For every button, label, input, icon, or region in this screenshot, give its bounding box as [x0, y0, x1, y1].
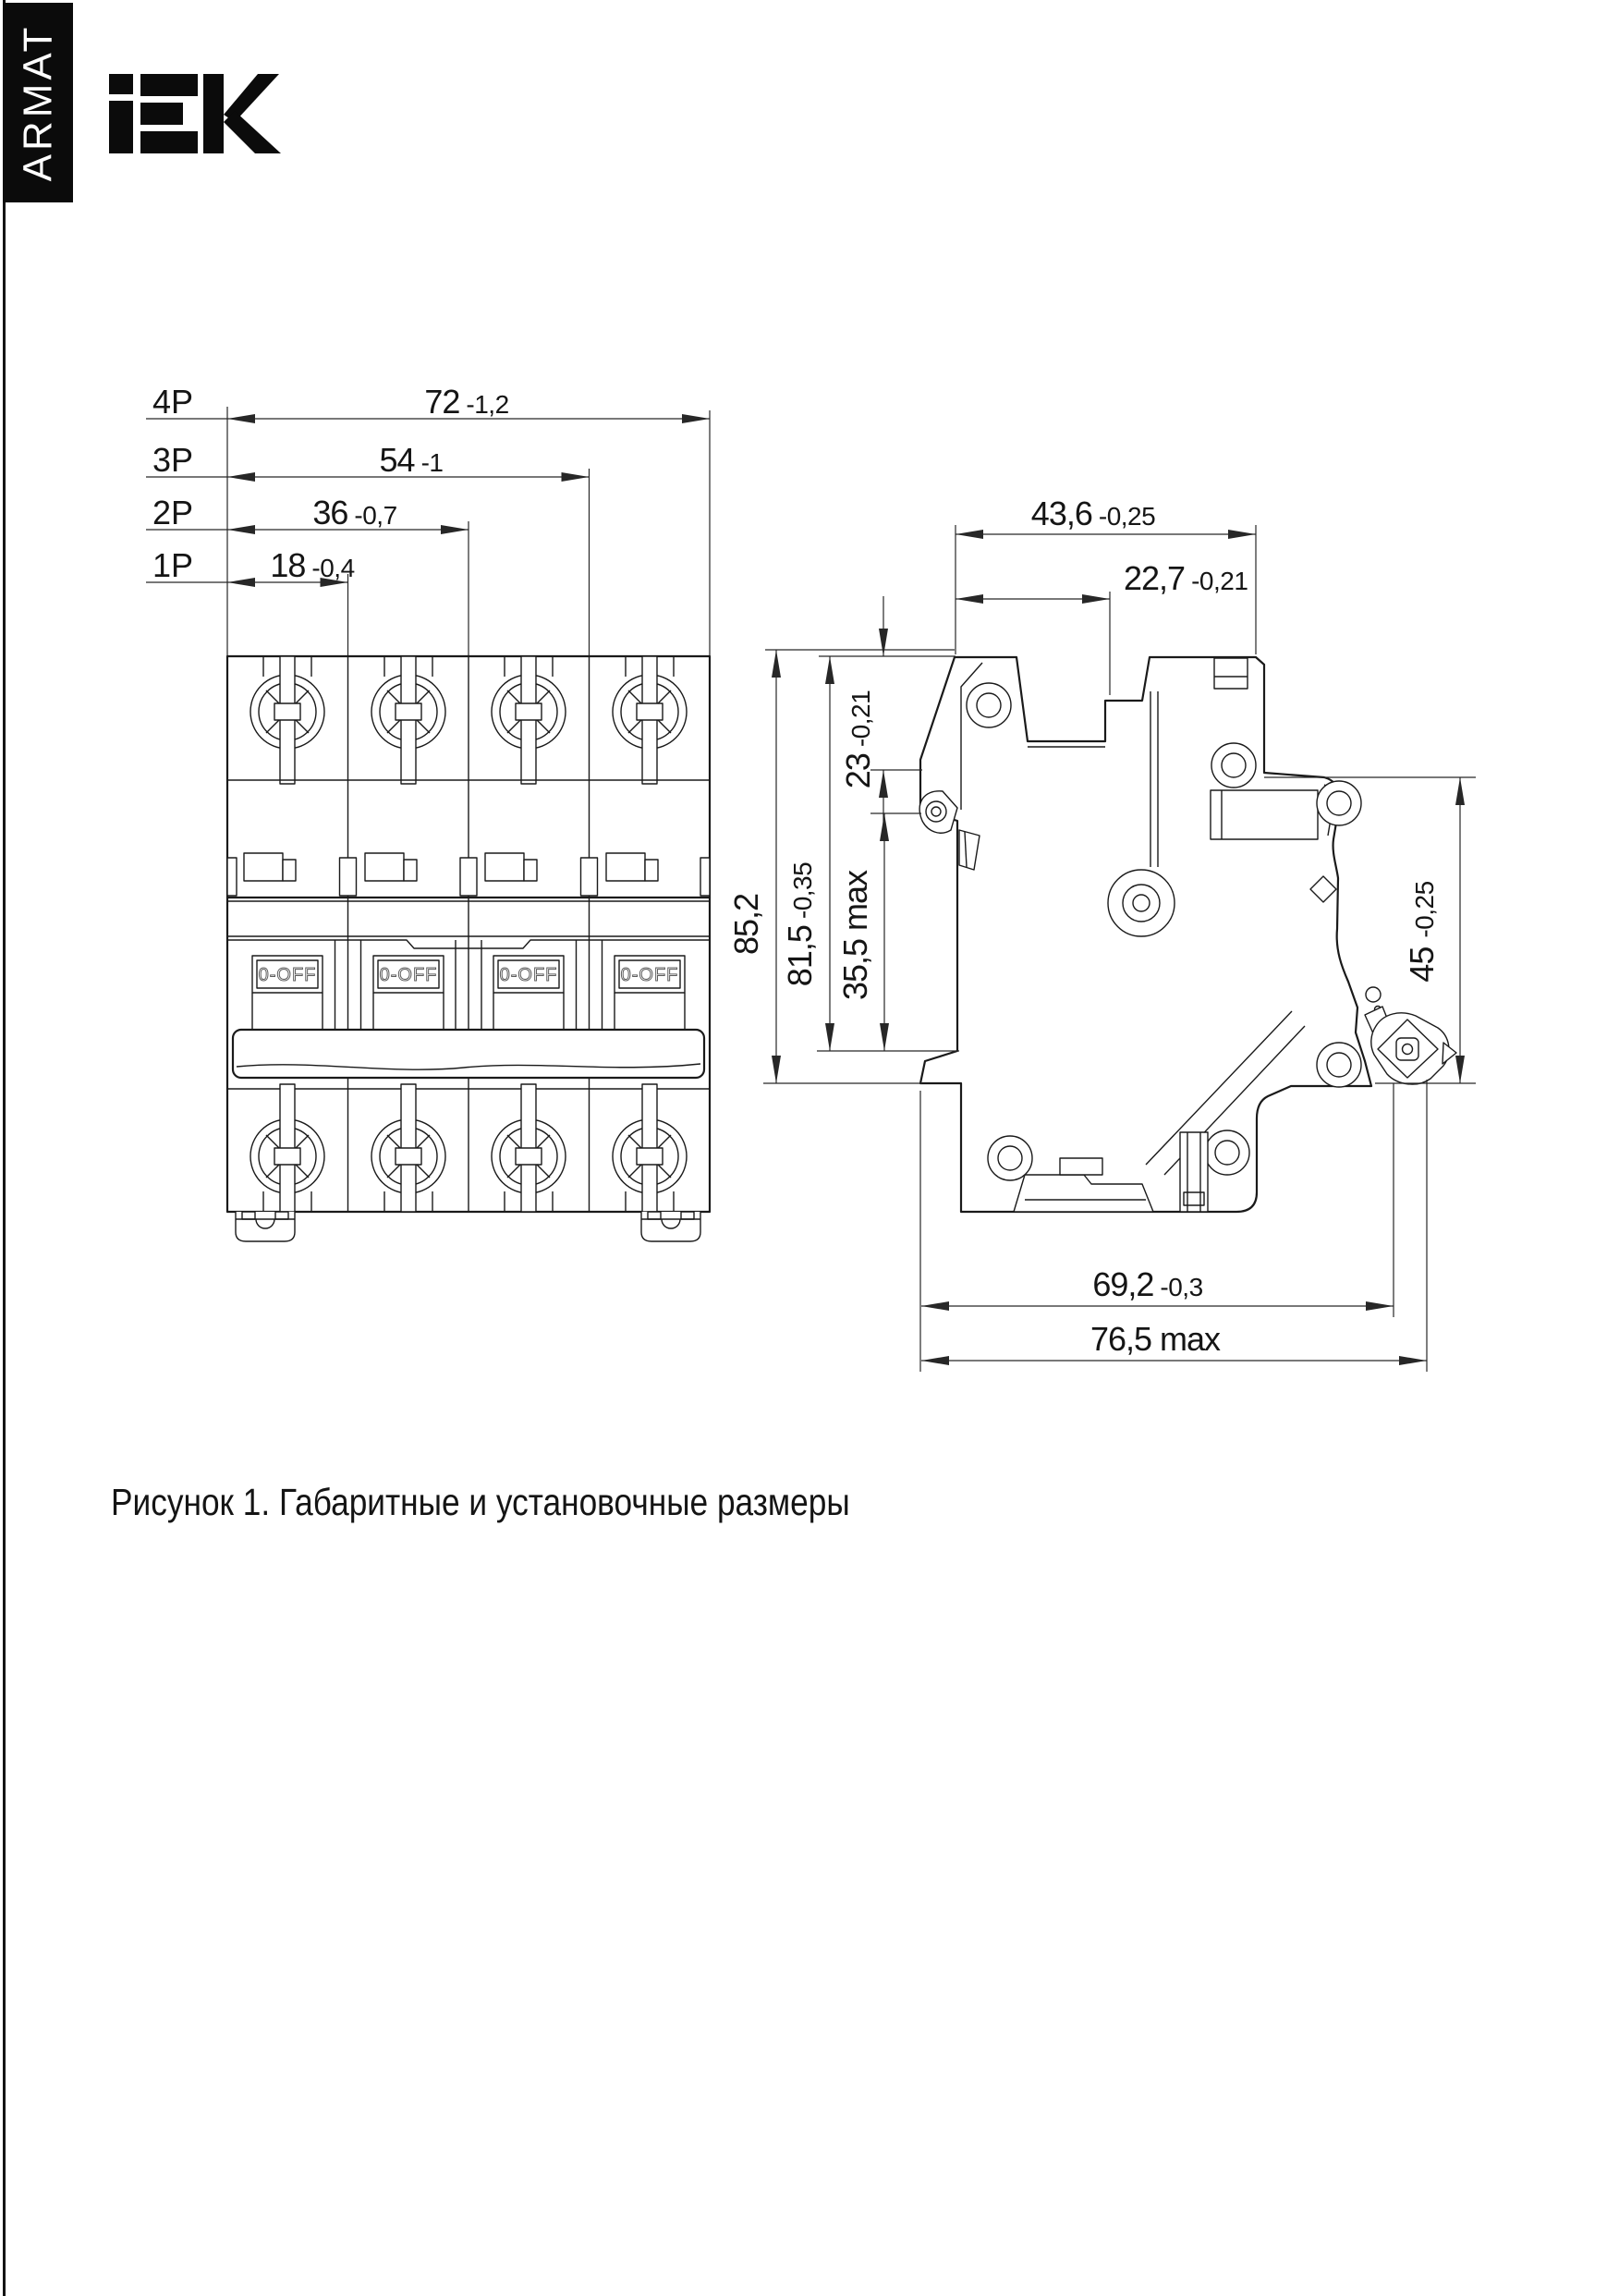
side-dimension-overall-height — [727, 650, 955, 1083]
rivet — [988, 1136, 1032, 1180]
pole-count-label: 2P — [152, 494, 194, 531]
dimension-text: 76,5 max — [1089, 1320, 1221, 1358]
side-view — [727, 495, 1476, 1372]
rivet — [1317, 781, 1361, 825]
dimension-text: 54 -1 — [379, 441, 444, 479]
rivet — [1317, 1043, 1361, 1087]
dimension-text: 45-0,25 — [1403, 881, 1441, 983]
logo-e-bottom — [140, 131, 198, 153]
dimension-text: 23-0,21 — [839, 690, 877, 789]
front-view — [146, 383, 710, 1241]
rivet — [1205, 1130, 1249, 1175]
logo-e-mid — [140, 103, 183, 125]
dimension-text: 43,6 -0,25 — [1030, 495, 1156, 532]
toggle-state-label: 0-OFF — [258, 965, 317, 985]
side-dimension-front-section — [836, 813, 921, 1051]
iek-logo — [109, 74, 281, 153]
dimension-text: 72 -1,2 — [424, 383, 509, 421]
dimension-text: 35,5 max — [836, 870, 874, 1001]
pole-count-label: 3P — [152, 441, 194, 479]
front-dimension-4p — [146, 383, 710, 423]
logo-e-top — [140, 74, 198, 96]
dimension-text: 18 -0,4 — [270, 546, 355, 584]
series-label: ARMAT — [15, 23, 61, 182]
rivet — [967, 683, 1011, 727]
toggle-state-label: 0-OFF — [499, 965, 558, 985]
logo-i-stem — [109, 101, 133, 153]
pole-count-label: 4P — [152, 383, 194, 421]
logo-i-dot — [109, 74, 133, 94]
dimension-text: 81,5-0,35 — [781, 861, 819, 987]
toggle-state-label: 0-OFF — [620, 965, 679, 985]
logo-k-lower-arm — [224, 111, 281, 153]
front-dimension-2p — [146, 494, 469, 534]
breaker-side-body — [919, 657, 1456, 1212]
toggle-bar — [233, 1030, 704, 1078]
front-dimension-3p — [146, 441, 590, 482]
rivet — [1211, 743, 1256, 788]
front-dimension-1p — [146, 546, 355, 587]
dimension-text: 69,2 -0,3 — [1092, 1265, 1203, 1303]
toggle-state-label: 0-OFF — [379, 965, 438, 985]
dimension-text: 36 -0,7 — [312, 494, 397, 531]
breaker-front-body — [227, 656, 710, 1241]
dimension-text: 85,2 — [727, 893, 765, 956]
din-latch — [1365, 987, 1456, 1084]
pole-count-label: 1P — [152, 546, 194, 584]
dimension-text: 22,7 -0,21 — [1124, 559, 1248, 597]
din-clip — [641, 1212, 700, 1241]
din-clip — [236, 1212, 295, 1241]
logo-k-stem — [203, 74, 224, 153]
front-extension-lines — [227, 407, 710, 656]
figure-caption: Рисунок 1. Габаритные и установочные размеры — [111, 1481, 850, 1523]
